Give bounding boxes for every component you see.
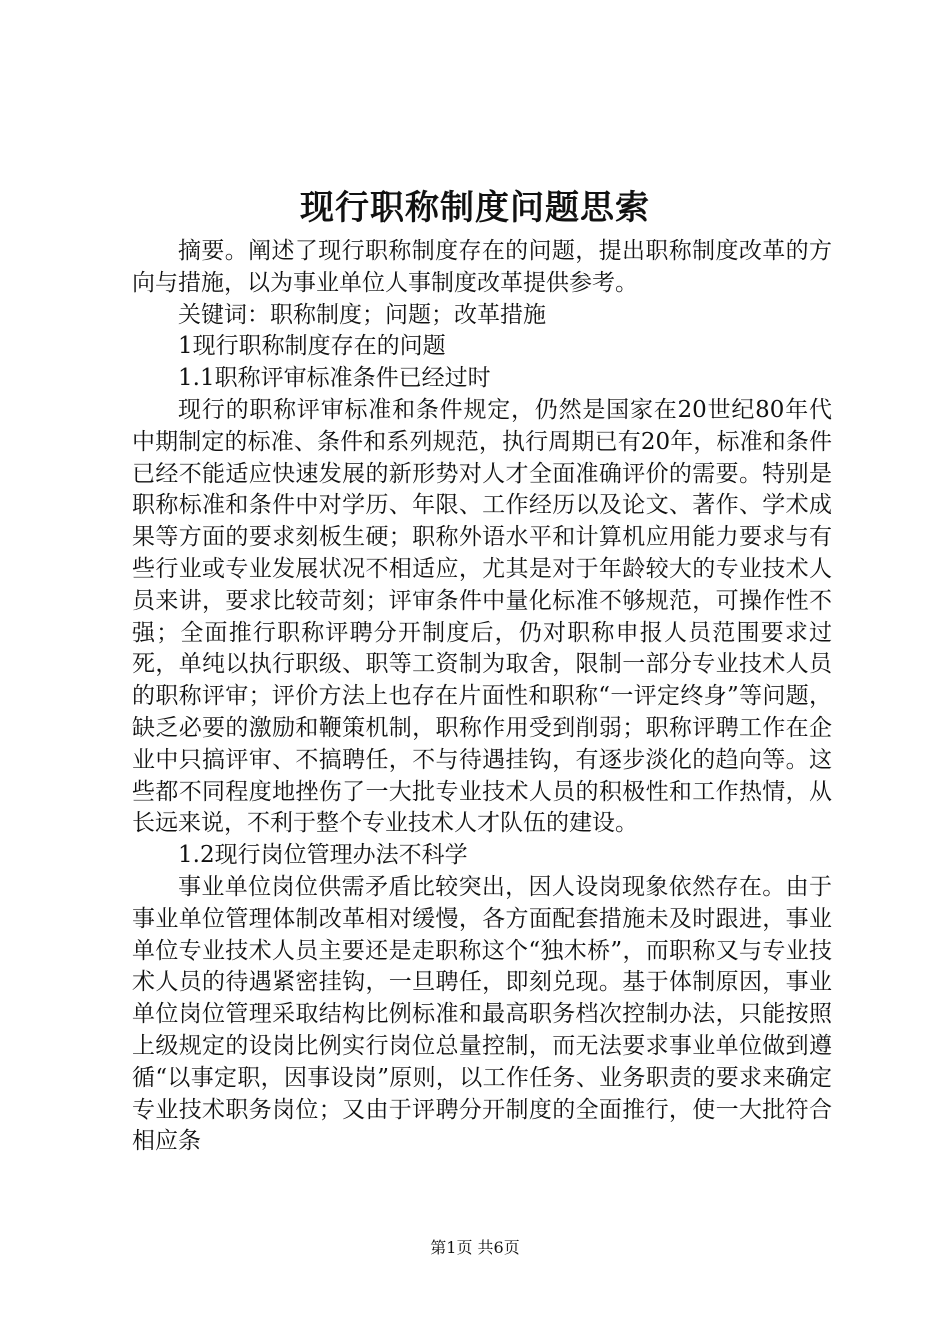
subsection-heading: 1.1职称评审标准条件已经过时	[178, 365, 491, 392]
subsection-heading: 1.2现行岗位管理办法不科学	[178, 842, 468, 869]
body-paragraph: 事业单位岗位供需矛盾比较突出，因人设岗现象依然存在。由于事业单位管理体制改革相对缓慢，各方面配套措施未及时跟进，事业单位专业技术人员主要还是走职称这个“独木桥”，而职称又与专业技术人员的待遇紧密挂钩，一旦聘任，即刻兑现。基于体制原因，事业单位岗位管理采取结构比例标准和最高职务档次控制办法，只能按照上级规定的设岗比例实行岗位总量控制，而无法要求事业单位做到遵循“以事定职，因事设岗”原则，以工作任务、业务职责的要求来确定专业技术职务岗位；又由于评聘分开制度的全面推行，使一大批符合相应条	[132, 873, 832, 1155]
body-paragraph: 现行的职称评审标准和条件规定，仍然是国家在20世纪80年代中期制定的标准、条件和系列规范，执行周期已有20年，标准和条件已经不能适应快速发展的新形势对人才全面准确评价的需要。特别是职称标准和条件中对学历、年限、工作经历以及论文、著作、学术成果等方面的要求刻板生硬；职称外语水平和计算机应用能力要求与有些行业或专业发展状况不相适应，尤其是对于年龄较大的专业技术人员来讲，要求比较苛刻；评审条件中量化标准不够规范，可操作性不强；全面推行职称评聘分开制度后，仍对职称申报人员范围要求过死，单纯以执行职级、职等工资制为取舍，限制一部分专业技术人员的职称评审；评价方法上也存在片面性和职称“一评定终身”等问题，缺乏必要的激励和鞭策机制，职称作用受到削弱；职称评聘工作在企业中只搞评审、不搞聘任，不与待遇挂钩，有逐步淡化的趋向等。这些都不同程度地挫伤了一大批专业技术人员的积极性和工作热情，从长远来说，不利于整个专业技术人才队伍的建设。	[132, 396, 832, 837]
page-footer: 第1页 共6页	[430, 1238, 520, 1257]
keywords-paragraph: 关键词：职称制度；问题；改革措施	[178, 301, 546, 328]
abstract-paragraph: 摘要。阐述了现行职称制度存在的问题，提出职称制度改革的方向与措施，以为事业单位人事制度改革提供参考。	[132, 238, 832, 296]
section-heading: 1现行职称制度存在的问题	[178, 333, 446, 360]
document-body	[132, 236, 832, 1158]
document-title: 现行职称制度问题思索	[300, 188, 650, 228]
